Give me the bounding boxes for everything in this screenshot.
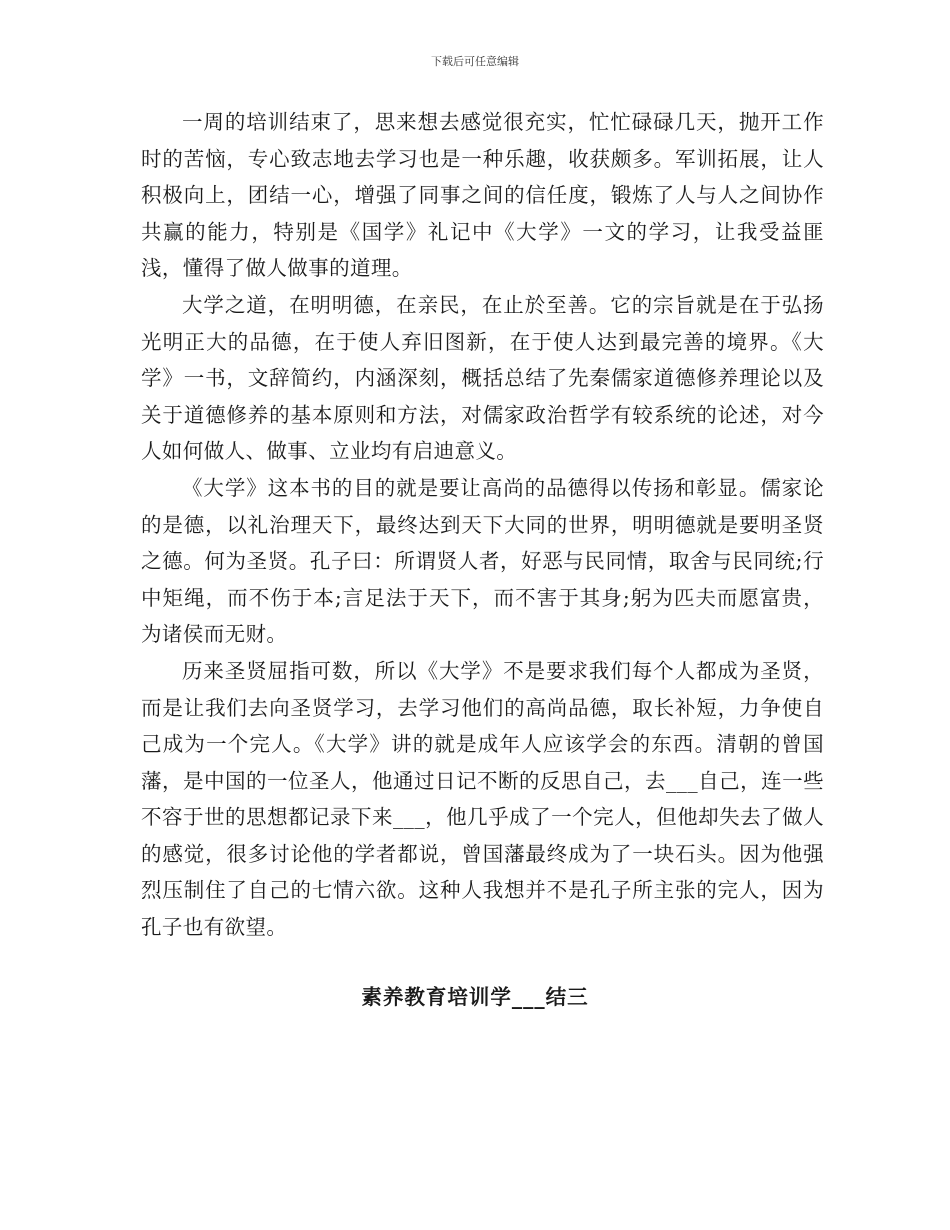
paragraph: 大学之道，在明明德，在亲民，在止於至善。它的宗旨就是在于弘扬光明正大的品德，在于使人弃旧图新，在于使人达到最完善的境界。《大学》一书，文辞简约，内涵深刻，概括总结了先秦儒家道德修养理论以及关于道德修养的基本原则和方法，对儒家政治哲学有较系统的论述，对今人如何做人、做事、立业均有启迪意义。	[141, 292, 824, 464]
document-body	[141, 104, 824, 946]
page-header-note: 下载后可任意编辑	[431, 55, 519, 68]
paragraph: 《大学》这本书的目的就是要让高尚的品德得以传扬和彰显。儒家论的是德，以礼治理天下，最终达到天下大同的世界，明明德就是要明圣贤之德。何为圣贤。孔子曰：所谓贤人者，好恶与民同情，取舍与民同统;行中矩绳，而不伤于本;言足法于天下，而不害于其身;躬为匹夫而愿富贵，为诸侯而无财。	[141, 475, 824, 647]
paragraph: 一周的培训结束了，思来想去感觉很充实，忙忙碌碌几天，抛开工作时的苦恼，专心致志地去学习也是一种乐趣，收获颇多。军训拓展，让人积极向上，团结一心，增强了同事之间的信任度，锻炼了人与人之间协作共赢的能力，特别是《国学》礼记中《大学》一文的学习，让我受益匪浅，懂得了做人做事的道理。	[141, 110, 824, 281]
section-title: 素养教育培训学___结三	[361, 985, 589, 1009]
paragraph: 历来圣贤屈指可数，所以《大学》不是要求我们每个人都成为圣贤，而是让我们去向圣贤学习，去学习他们的高尚品德，取长补短，力争使自己成为一个完人。《大学》讲的就是成年人应该学会的东西。清朝的曾国藩，是中国的一位圣人，他通过日记不断的反思自己，去___自己，连一些不容于世的思想都记录下来___，他几乎成了一个完人，但他却失去了做人的感觉，很多讨论他的学者都说，曾国藩最终成为了一块石头。因为他强烈压制住了自己的七情六欲。这种人我想并不是孔子所主张的完人，因为孔子也有欲望。	[141, 658, 824, 940]
